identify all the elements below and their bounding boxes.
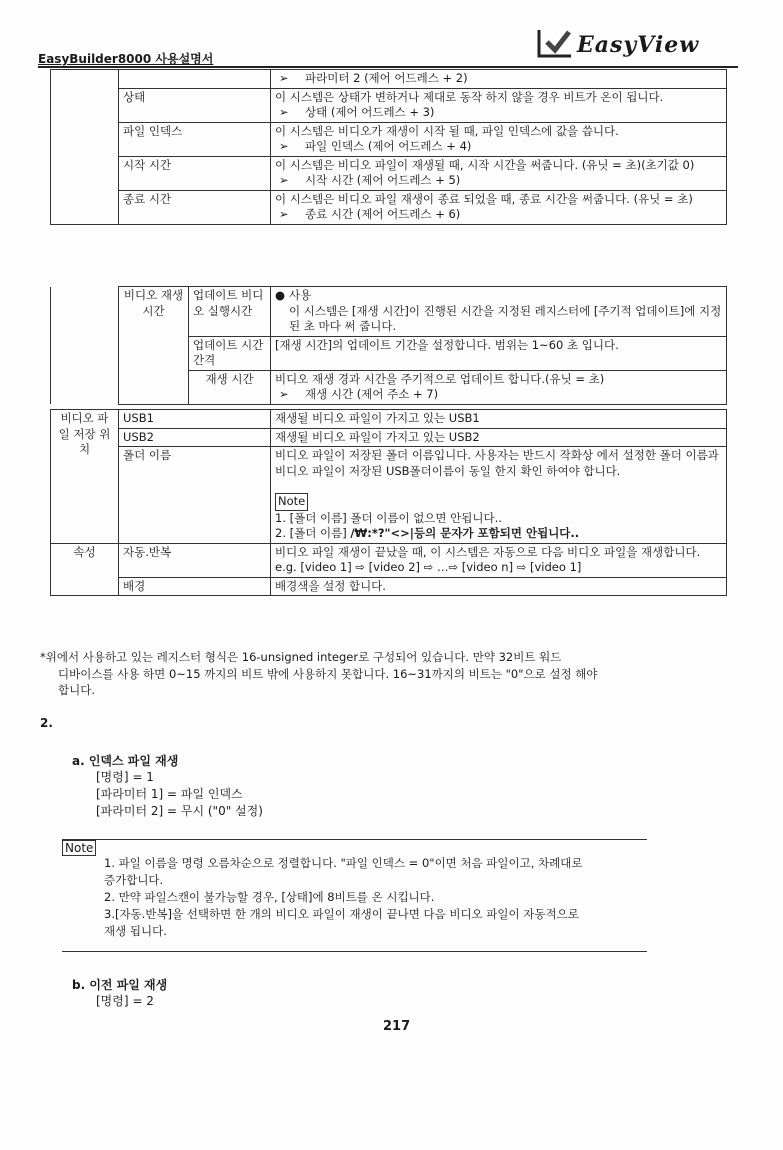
file-index-label: 파일 인덱스 bbox=[119, 122, 271, 156]
auto-repeat-desc: 비디오 파일 재생이 끝났을 때, 이 시스템은 자동으로 다음 비디오 파일을 재생합니다. bbox=[275, 544, 701, 559]
note-top-rule bbox=[62, 839, 647, 840]
table-row: ➢ 파라미터 2 (제어 어드레스 + 2) bbox=[51, 70, 727, 89]
table-row: 종료 시간 이 시스템은 비디오 파일 재생이 종료 되었을 때, 종료 시간을 써줍니다. (유닛 = 초) ➢ 종료 시간 (제어 어드레스 + 6) bbox=[51, 190, 727, 224]
attr-label: 속성 bbox=[51, 543, 119, 596]
usb1-desc: 재생될 비디오 파일이 가지고 있는 USB1 bbox=[271, 410, 727, 429]
table-row: 시작 시간 이 시스템은 비디오 파일이 재생될 때, 시작 시간을 써줍니다. (유닛 = 초)(초기값 0) ➢ 시작 시간 (제어 어드레스 + 5) bbox=[51, 156, 727, 190]
update-video-label: 업데이트 비디오 실행시간 bbox=[189, 287, 271, 337]
table-row bbox=[51, 428, 727, 447]
subsection-a-title: a. 인덱스 파일 재생 bbox=[72, 754, 179, 768]
location-label: 비디오 파일 저장 위치 bbox=[51, 410, 119, 544]
end-time-desc: 이 시스템은 비디오 파일 재생이 종료 되었을 때, 종료 시간을 써줍니다. (유닛 = 초) bbox=[275, 191, 693, 206]
spec-table-video bbox=[50, 286, 727, 405]
table-row bbox=[51, 543, 727, 577]
folder-label: 폴더 이름 bbox=[119, 447, 271, 544]
start-time-label: 시작 시간 bbox=[119, 156, 271, 190]
table-row: 파일 인덱스 이 시스템은 비디오가 재생이 시작 될 때, 파일 인덱스에 값을 씁니다. ➢ 파일 인덱스 (제어 어드레스 + 4) bbox=[51, 122, 727, 156]
section-number: 2. bbox=[40, 716, 53, 730]
footnote-line-1: *위에서 사용하고 있는 레지스터 형식은 16-unsigned integer로 구성되어 있습니다. 만약 32비트 워드 bbox=[40, 650, 562, 664]
arrow-icon: ➢ bbox=[279, 207, 289, 221]
a-param-1: [파라미터 1] = 파일 인덱스 bbox=[96, 787, 243, 801]
note-3: 3.[자동.반복]을 선택하면 한 개의 비디오 파일이 재생이 끝나면 다음 비디오 파일이 자동적으로 bbox=[104, 907, 579, 921]
bg-desc: 배경색을 설정 합니다. bbox=[271, 577, 727, 596]
note-label: Note bbox=[62, 840, 96, 856]
note-2: 2. 만약 파일스캔이 불가능할 경우, [상태]에 8비트를 온 시킵니다. bbox=[104, 890, 435, 904]
table-row bbox=[51, 224, 727, 225]
spec-table bbox=[50, 69, 727, 225]
a-param-2: [파라미터 2] = 무시 ("0" 설정) bbox=[96, 804, 263, 818]
folder-desc: 비디오 파일이 저장된 폴더 이름입니다. 사용자는 반드시 작화상 에서 설정한 폴더 이름과 비디오 파일이 저장된 USB폴더이름이 동일 한지 확인 하여야 합니다. bbox=[275, 448, 719, 478]
spec-table-location bbox=[50, 409, 727, 596]
update-interval-desc: [재생 시간]의 업데이트 기간을 설정합니다. 범위는 1~60 초 입니다. bbox=[271, 336, 727, 370]
auto-repeat-example: e.g. [video 1] ⇨ [video 2] ⇨ …⇨ [video n] ⇨ [video 1] bbox=[275, 560, 582, 574]
table-row bbox=[51, 577, 727, 596]
subsection-b-title: b. 이전 파일 재생 bbox=[72, 978, 168, 992]
bullet-icon: ● bbox=[275, 288, 286, 302]
playtime-label: 재생 시간 bbox=[189, 370, 271, 404]
logo-check-icon bbox=[535, 26, 575, 62]
auto-repeat-label: 자동.반복 bbox=[119, 543, 271, 577]
table-row: 비디오 재생시간 업데이트 비디오 실행시간 ● 사용 이 시스템은 [재생 시간]이 진행된 시간을 지정된 레지스터에 [주기적 업데이트]에 지정된 초 마다 써 줍니다. bbox=[51, 287, 727, 337]
usb1-label: USB1 bbox=[119, 410, 271, 429]
arrow-icon: ➢ bbox=[279, 387, 289, 401]
footnote bbox=[40, 649, 730, 699]
note-1-cont: 증가합니다. bbox=[104, 873, 164, 887]
footnote-line-3: 합니다. bbox=[58, 683, 95, 697]
arrow-icon: ➢ bbox=[279, 105, 289, 119]
status-desc: 이 시스템은 상태가 변하거나 제대로 동작 하지 않을 경우 비트가 온이 됩니다. bbox=[275, 89, 664, 104]
file-index-desc: 이 시스템은 비디오가 재생이 시작 될 때, 파일 인덱스에 값을 씁니다. bbox=[275, 123, 619, 138]
easyview-logo bbox=[535, 24, 720, 64]
note-3-cont: 재생 됩니다. bbox=[104, 924, 167, 938]
start-time-desc: 이 시스템은 비디오 파일이 재생될 때, 시작 시간을 써줍니다. (유닛 = 초)(초기값 0) bbox=[275, 157, 695, 172]
b-command: [명령] = 2 bbox=[96, 994, 154, 1008]
folder-note-label: Note bbox=[275, 493, 308, 511]
end-time-label: 종료 시간 bbox=[119, 190, 271, 224]
table-row bbox=[51, 447, 727, 544]
bg-label: 배경 bbox=[119, 577, 271, 596]
video-playtime-label: 비디오 재생시간 bbox=[119, 287, 189, 405]
notes-list bbox=[104, 855, 704, 940]
table-row: 재생 시간 비디오 재생 경과 시간을 주기적으로 업데이트 합니다.(유닛 = 초) ➢ 재생 시간 (제어 주소 + 7) bbox=[51, 370, 727, 404]
arrow-icon: ➢ bbox=[279, 173, 289, 187]
subsection-a-params bbox=[96, 769, 263, 820]
update-interval-label: 업데이트 시간 간격 bbox=[189, 336, 271, 370]
note-1: 1. 파일 이름을 명령 오름차순으로 정렬합니다. "파일 인덱스 = 0"이면 처음 파일이고, 차례대로 bbox=[104, 856, 583, 870]
arrow-icon: ➢ bbox=[279, 139, 289, 153]
table-row bbox=[51, 410, 727, 429]
document-title: EasyBuilder8000 사용설명서 bbox=[38, 52, 214, 66]
note-bottom-rule bbox=[62, 951, 647, 952]
update-video-desc: 이 시스템은 [재생 시간]이 진행된 시간을 지정된 레지스터에 [주기적 업데이트]에 지정된 초 마다 써 줍니다. bbox=[289, 303, 722, 333]
usb2-desc: 재생될 비디오 파일이 가지고 있는 USB2 bbox=[271, 428, 727, 447]
playtime-desc: 비디오 재생 경과 시간을 주기적으로 업데이트 합니다.(유닛 = 초) bbox=[275, 371, 605, 386]
header-rule bbox=[38, 66, 738, 68]
usb2-label: USB2 bbox=[119, 428, 271, 447]
status-label: 상태 bbox=[119, 88, 271, 122]
arrow-icon: ➢ bbox=[279, 71, 289, 85]
a-command: [명령] = 1 bbox=[96, 770, 154, 784]
folder-note-1: 1. [폴더 이름] 폴더 이름이 없으면 안됩니다.. bbox=[275, 510, 502, 525]
page-number: 217 bbox=[383, 1019, 411, 1034]
footnote-line-2: 디바이스를 사용 하면 0~15 까지의 비트 밖에 사용하지 못합니다. 16~31까지의 비트는 "0"으로 설정 해야 bbox=[58, 666, 598, 681]
logo-text: EasyView bbox=[577, 32, 700, 58]
table-row: 상태 이 시스템은 상태가 변하거나 제대로 동작 하지 않을 경우 비트가 온이 됩니다. ➢ 상태 (제어 어드레스 + 3) bbox=[51, 88, 727, 122]
folder-note-2: 2. [폴더 이름] /₩:*?"<>|등의 문자가 포함되면 안됩니다.. bbox=[275, 526, 580, 540]
